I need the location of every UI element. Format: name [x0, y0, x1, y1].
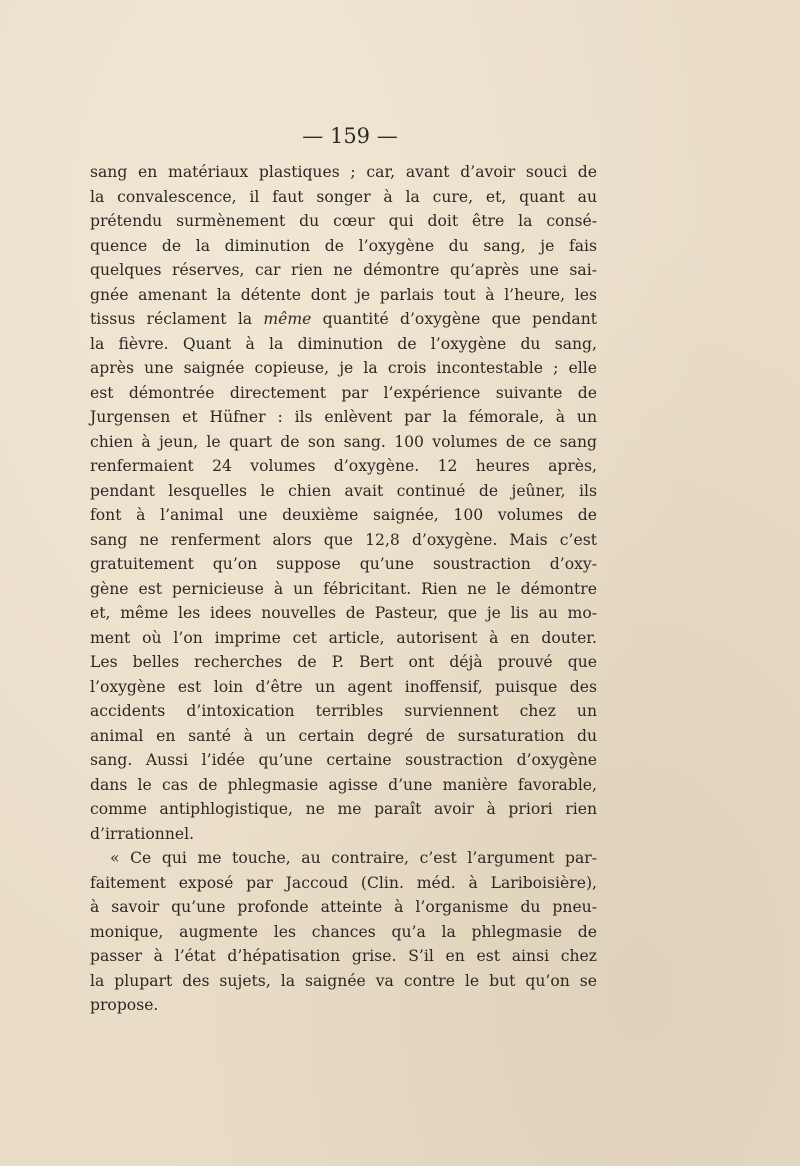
text-line: après une saignée copieuse, je la crois incontestable ; elle	[90, 359, 597, 377]
text-line: prétendu surmènement du cœur qui doit être la consé-	[90, 212, 597, 230]
text-line: est démontrée directement par l’expérience suivante de	[90, 383, 597, 402]
text-line: quence de la diminution de l’oxygène du sang, je fais	[90, 236, 597, 255]
text-line: Jurgensen et Hüfner : ils enlèvent par la fémorale, à un	[90, 408, 597, 426]
text-line: monique, augmente les chances qu’a la phlegmasie de	[90, 922, 597, 941]
text-line: l’oxygène est loin d’être un agent inoffensif, puisque des	[90, 677, 597, 696]
text-line: animal en santé à un certain degré de sursaturation du	[90, 726, 597, 745]
text-line: et, même les idees nouvelles de Pasteur, que je lis au mo-	[90, 604, 597, 622]
text-line: propose.	[90, 996, 159, 1014]
text-line: comme antiphlogistique, ne me paraît avoir à priori rien	[90, 800, 597, 818]
text-line: la plupart des sujets, la saignée va contre le but qu’on se	[90, 971, 597, 990]
text-line: faitement exposé par Jaccoud (Clin. méd. à Lariboisière),	[90, 873, 597, 892]
emphasized-word: même	[263, 310, 312, 328]
text-line: ment où l’on imprime cet article, autorisent à en douter.	[90, 628, 597, 647]
text-line: la convalescence, il faut songer à la cure, et, quant au	[90, 187, 597, 206]
text-line: sang ne renferment alors que 12,8 d’oxygène. Mais c’est	[90, 530, 597, 549]
text-line: « Ce qui me touche, au contraire, c’est l’argument par-	[110, 849, 597, 867]
text-line: sang en matériaux plastiques ; car, avant d’avoir souci de	[90, 163, 597, 181]
text-line: passer à l’état d’hépatisation grise. S’il en est ainsi chez	[90, 947, 597, 965]
text-line: quelques réserves, car rien ne démontre qu’après une sai-	[90, 261, 597, 279]
text-line: gratuitement qu’on suppose qu’une soustraction d’oxy-	[90, 555, 597, 573]
text-segment: quantité d’oxygène que pendant	[311, 310, 598, 328]
text-line: accidents d’intoxication terribles surviennent chez un	[90, 702, 597, 720]
text-line: dans le cas de phlegmasie agisse d’une manière favorable,	[90, 775, 597, 794]
text-line: d’irrationnel.	[90, 824, 195, 843]
text-segment: tissus réclament la	[90, 310, 264, 328]
text-line: gnée amenant la détente dont je parlais tout à l’heure, les	[90, 285, 597, 304]
text-line: chien à jeun, le quart de son sang. 100 volumes de ce sang	[90, 432, 597, 451]
text-line	[90, 307, 597, 332]
text-line: sang. Aussi l’idée qu’une certaine soustraction d’oxygène	[90, 751, 597, 769]
text-line: font à l’animal une deuxième saignée, 100 volumes de	[90, 506, 597, 524]
text-line: à savoir qu’une profonde atteinte à l’organisme du pneu-	[90, 898, 597, 916]
text-line: pendant lesquelles le chien avait continué de jeûner, ils	[90, 481, 597, 500]
text-line: renfermaient 24 volumes d’oxygène. 12 heures après,	[90, 457, 597, 475]
text-line: gène est pernicieuse à un fébricitant. Rien ne le démontre	[90, 579, 597, 598]
body-text	[90, 160, 597, 1018]
page-number: — 159 —	[302, 124, 398, 148]
text-line: Les belles recherches de P. Bert ont déjà prouvé que	[90, 653, 597, 671]
text-line: la fièvre. Quant à la diminution de l’oxygène du sang,	[90, 334, 597, 353]
